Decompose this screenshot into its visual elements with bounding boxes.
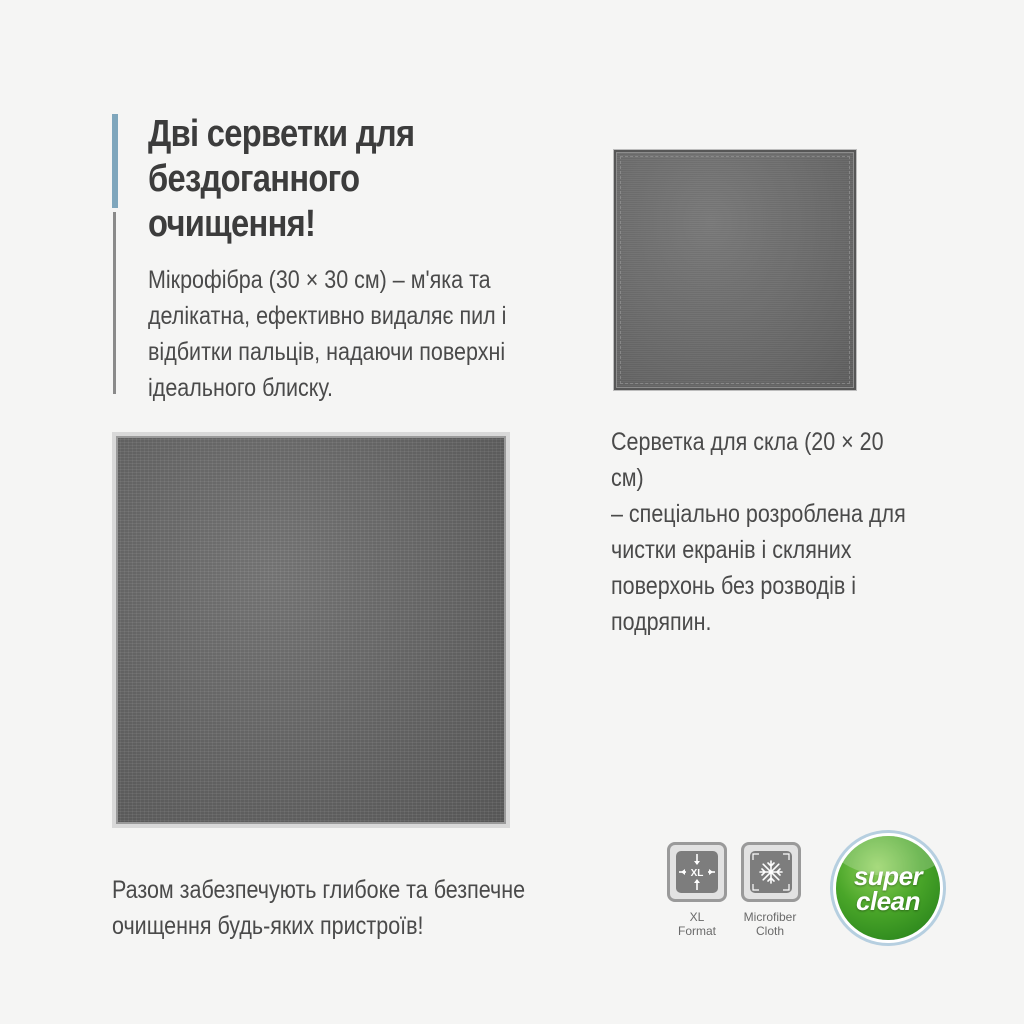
description-divider-bar: [113, 212, 116, 394]
description-line: Мікрофібра (30 × 30 см) – м'яка та: [148, 266, 491, 294]
snowflake-icon: [750, 851, 792, 893]
microfiber-cloth-badge: [741, 842, 801, 902]
xl-format-badge: [667, 842, 727, 902]
title-line: бездоганного: [148, 158, 360, 200]
badge-label-line: Format: [677, 924, 716, 938]
logo-text: clean: [856, 886, 920, 916]
summary-text: [112, 872, 542, 944]
summary-line: Разом забезпечують глибоке та безпечне: [112, 876, 526, 904]
microfiber-cloth-label: [730, 910, 810, 938]
xl-format-icon: [676, 851, 718, 893]
glass-cloth-description: [611, 424, 921, 640]
badge-label-line: XL: [689, 910, 705, 924]
title-line: очищення!: [148, 203, 316, 245]
description-line: поверхонь без розводів і: [611, 572, 857, 600]
badge-label-line: Microfiber: [743, 910, 797, 924]
description-line: делікатна, ефективно видаляє пил і: [148, 302, 507, 330]
xl-format-label: [657, 910, 737, 938]
title-accent-bar: [112, 114, 118, 208]
title-line: Дві серветки для: [148, 113, 415, 155]
page-title: [148, 112, 475, 247]
summary-line: очищення будь-яких пристроїв!: [112, 912, 424, 940]
description-line: – спеціально розроблена для: [611, 500, 906, 528]
glass-cloth-image: [614, 150, 856, 390]
cloth-stitching: [620, 156, 850, 384]
description-line: відбитки пальців, надаючи поверхні: [148, 338, 506, 366]
logo-text: super: [853, 861, 923, 891]
microfiber-cloth-image: [116, 436, 506, 824]
super-clean-logo: [836, 836, 940, 940]
description-line: чистки екранів і скляних: [611, 536, 852, 564]
microfiber-description: [148, 262, 509, 406]
description-line: ідеального блиску.: [148, 374, 333, 402]
description-line: подряпин.: [611, 608, 712, 636]
badge-label-line: Cloth: [755, 924, 784, 938]
description-line: Серветка для скла (20 × 20 см): [611, 428, 884, 492]
xl-icon-text: XL: [690, 868, 704, 879]
